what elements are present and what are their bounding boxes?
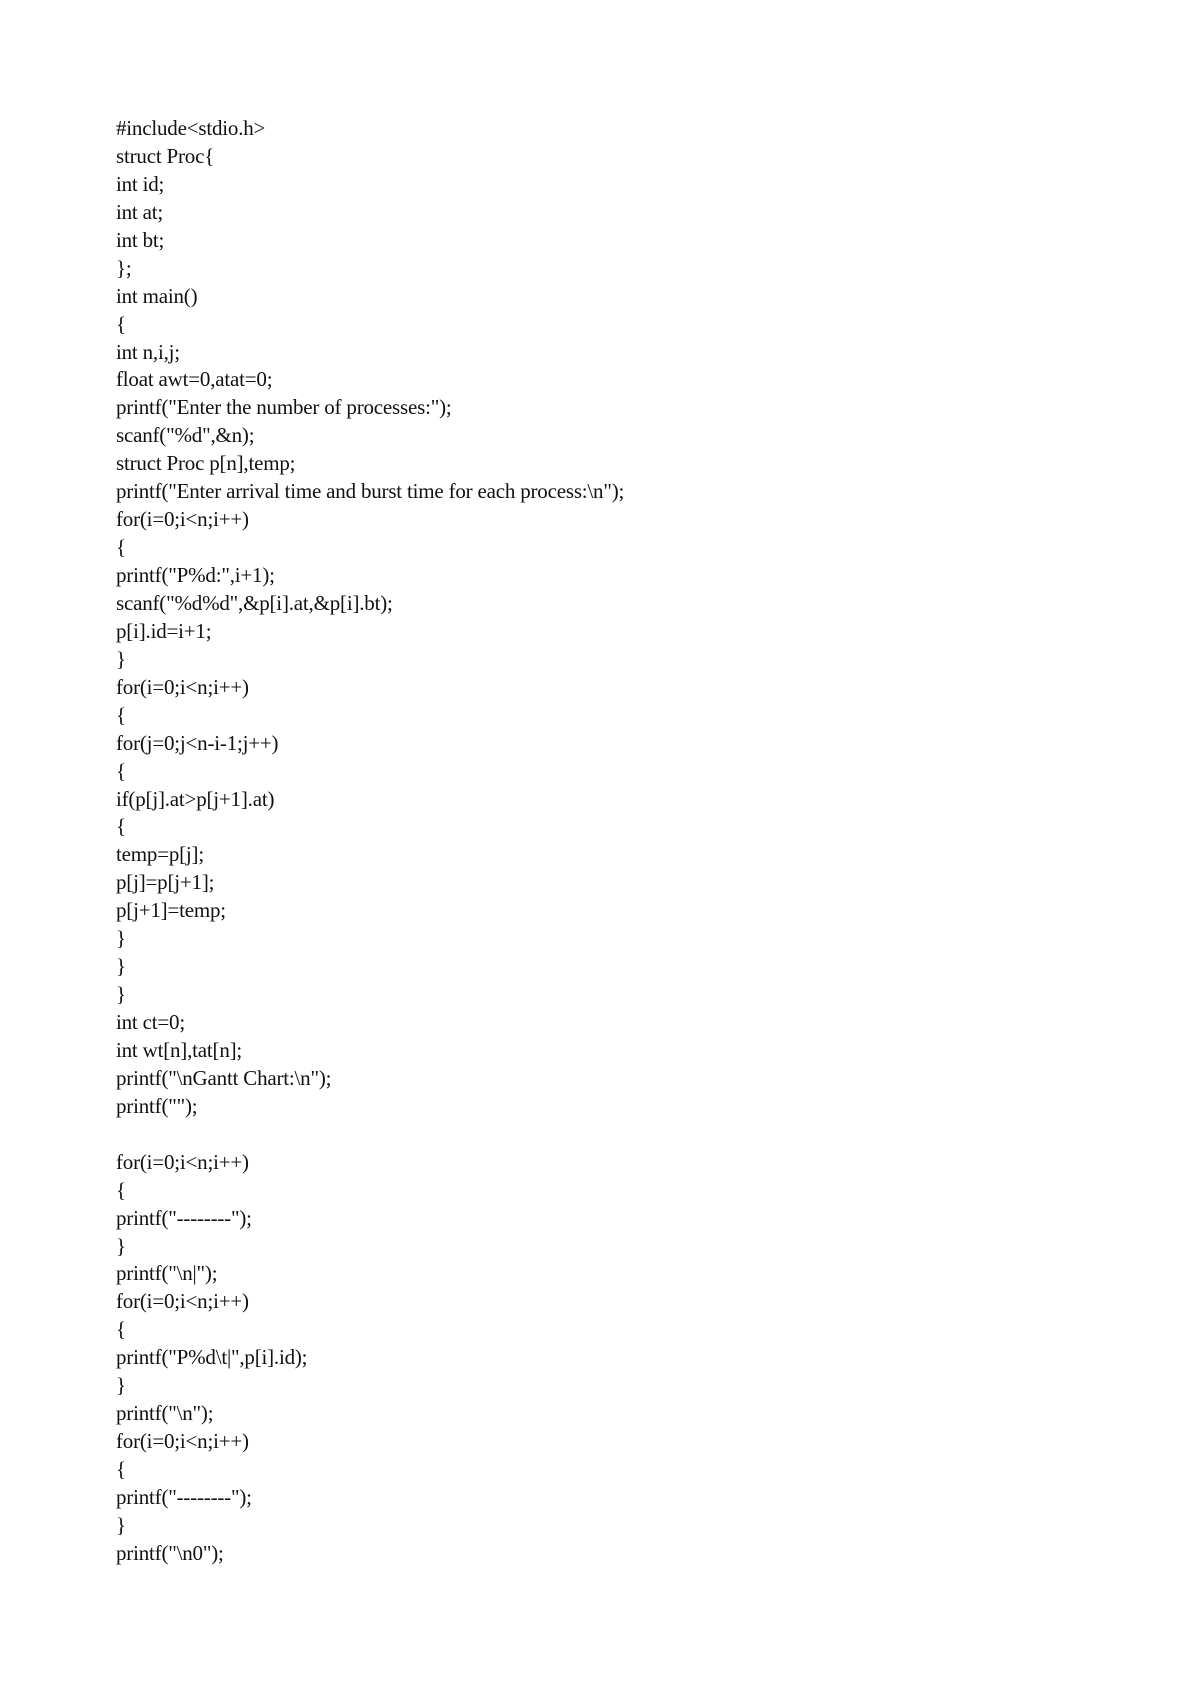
code-line: printf("Enter the number of processes:"); [116,395,452,420]
code-line: int ct=0; [116,1010,185,1034]
code-line: }; [116,255,132,280]
code-line [116,1121,624,1149]
code-line: { [116,758,126,783]
code-line: for(i=0;i<n;i++) [116,1429,249,1454]
code-line: } [116,982,126,1007]
code-line: printf(""); [116,1093,198,1118]
code-line: { [116,1457,126,1481]
code-line: printf("\n|"); [116,1261,218,1286]
code-line: { [116,814,126,839]
code-line: scanf("%d",&n); [116,423,255,448]
code-line: p[j+1]=temp; [116,898,226,923]
code-line: for(i=0;i<n;i++) [116,507,249,532]
code-line: struct Proc p[n],temp; [116,451,296,476]
code-line: for(j=0;j<n-i-1;j++) [116,730,279,755]
code-line: } [116,1233,126,1258]
code-line: printf("P%d:",i+1); [116,563,275,587]
code-line: printf("P%d\t|",p[i].id); [116,1345,308,1370]
code-line: } [116,926,126,951]
code-listing [116,115,624,1568]
code-line: { [116,311,126,336]
code-line: } [116,954,126,979]
code-line: for(i=0;i<n;i++) [116,1289,249,1314]
code-line: { [116,1317,126,1342]
code-line: int at; [116,199,164,224]
code-line: int n,i,j; [116,339,180,364]
code-line: } [116,1373,126,1398]
code-line: { [116,702,126,727]
code-line: p[i].id=i+1; [116,618,212,643]
code-line: printf("\nGantt Chart:\n"); [116,1065,332,1090]
code-line: struct Proc{ [116,143,215,168]
code-line: if(p[j].at>p[j+1].at) [116,786,275,811]
code-line: int main() [116,283,198,308]
code-line: scanf("%d%d",&p[i].at,&p[i].bt); [116,590,393,615]
code-line: #include<stdio.h> [116,116,266,140]
code-line: p[j]=p[j+1]; [116,870,215,895]
code-line: float awt=0,atat=0; [116,367,273,392]
code-line: printf("--------"); [116,1205,252,1230]
code-line: int id; [116,171,165,196]
code-line: printf("Enter arrival time and burst time for each process:\n"); [116,479,625,504]
code-line: temp=p[j]; [116,842,204,867]
code-line: } [116,646,126,671]
code-line: int bt; [116,227,165,252]
code-line: printf("\n"); [116,1401,214,1426]
code-line: } [116,1512,126,1537]
code-line: int wt[n],tat[n]; [116,1037,243,1062]
code-line: for(i=0;i<n;i++) [116,1149,249,1174]
code-line: printf("--------"); [116,1484,252,1509]
code-line: { [116,535,126,560]
code-line: { [116,1177,126,1202]
code-line: printf("\n0"); [116,1540,224,1565]
code-line: for(i=0;i<n;i++) [116,674,249,699]
